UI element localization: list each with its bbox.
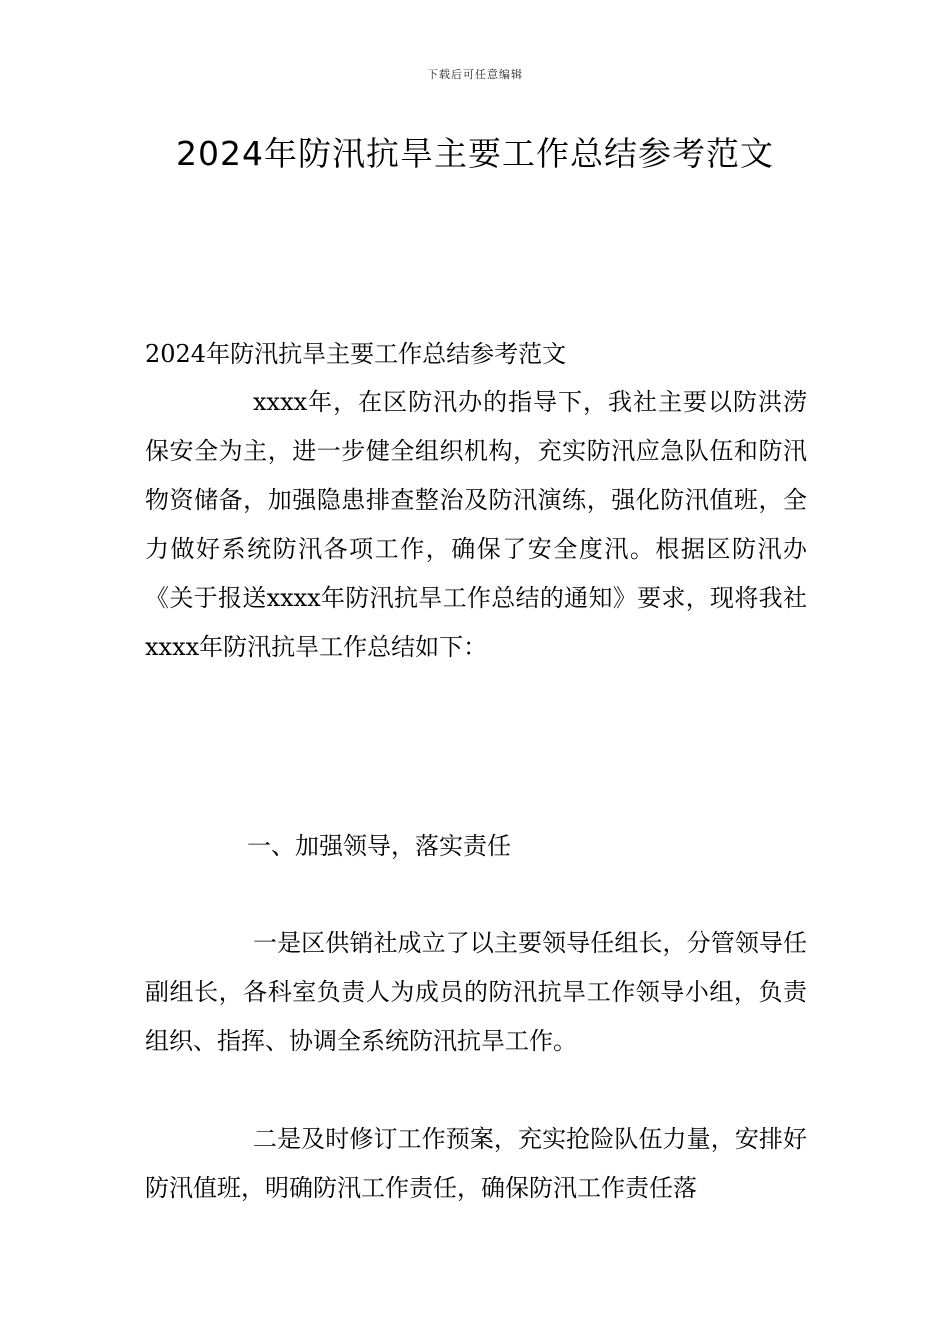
paragraph-2: 二是及时修订工作预案，充实抢险队伍力量，安排好防汛值班，明确防汛工作责任，确保防汛工作责任落 [145, 1125, 807, 1202]
document-title: 2024年防汛抗旱主要工作总结参考范文 [176, 134, 774, 173]
section-heading-1: 一、加强领导，落实责任 [247, 832, 511, 860]
intro-paragraph: xxxx年，在区防汛办的指导下，我社主要以防洪涝保安全为主，进一步健全组织机构，充实防汛应急队伍和防汛物资储备，加强隐患排查整治及防汛演练，强化防汛值班，全力做好系统防汛各项工作，确保了安全度汛。根据区防汛办《关于报送xxxx年防汛抗旱工作总结的通知》要求，现将我社xxxx年防汛抗旱工作总结如下： [145, 388, 807, 661]
header-note: 下载后可任意编辑 [427, 68, 523, 81]
paragraph-1: 一是区供销社成立了以主要领导任组长，分管领导任副组长，各科室负责人为成员的防汛抗旱工作领导小组，负责组织、指挥、协调全系统防汛抗旱工作。 [145, 929, 807, 1055]
document-subtitle: 2024年防汛抗旱主要工作总结参考范文 [145, 340, 567, 368]
